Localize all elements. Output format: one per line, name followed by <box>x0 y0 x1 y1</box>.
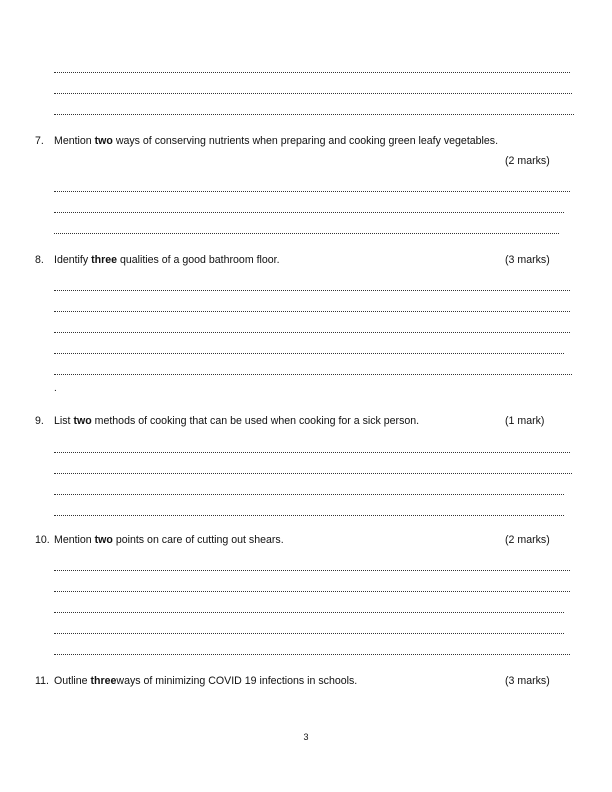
answer-line <box>54 311 570 312</box>
question-7-marks: (2 marks) <box>505 155 550 167</box>
answer-line <box>54 374 572 375</box>
question-11-marks: (3 marks) <box>505 675 550 687</box>
question-10-marks: (2 marks) <box>505 534 550 546</box>
answer-line <box>54 633 564 634</box>
question-8-marks: (3 marks) <box>505 254 550 266</box>
question-9 <box>35 414 572 428</box>
answer-line <box>54 612 564 613</box>
answer-line <box>54 290 570 291</box>
question-11 <box>35 674 572 688</box>
question-text: Outline threeways of minimizing COVID 19 infections in schools. <box>54 675 358 687</box>
answer-line <box>54 515 564 516</box>
answer-line <box>54 93 572 94</box>
question-number: 10. <box>35 534 50 546</box>
answer-line <box>54 233 559 234</box>
question-number: 8. <box>35 254 44 266</box>
answer-line <box>54 72 570 73</box>
answer-line <box>54 452 570 453</box>
question-number: 7. <box>35 135 44 147</box>
answer-line <box>54 212 564 213</box>
page-number: 3 <box>303 732 309 742</box>
answer-line <box>54 114 574 115</box>
answer-line <box>54 353 564 354</box>
question-10 <box>35 533 572 547</box>
question-text: Mention two points on care of cutting out shears. <box>54 534 284 546</box>
stray-mark: . <box>54 383 57 394</box>
question-7 <box>35 134 572 148</box>
question-text: Mention two ways of conserving nutrients when preparing and cooking green leafy vegetables. <box>54 135 499 147</box>
question-8 <box>35 253 572 267</box>
answer-line <box>54 494 564 495</box>
answer-line <box>54 332 570 333</box>
question-number: 11. <box>35 675 49 687</box>
question-text: List two methods of cooking that can be used when cooking for a sick person. <box>54 415 420 427</box>
answer-line <box>54 191 570 192</box>
answer-line <box>54 473 572 474</box>
question-text: Identify three qualities of a good bathroom floor. <box>54 254 280 266</box>
answer-line <box>54 654 570 655</box>
answer-line <box>54 591 570 592</box>
question-number: 9. <box>35 415 44 427</box>
question-9-marks: (1 mark) <box>505 415 545 427</box>
answer-line <box>54 570 570 571</box>
